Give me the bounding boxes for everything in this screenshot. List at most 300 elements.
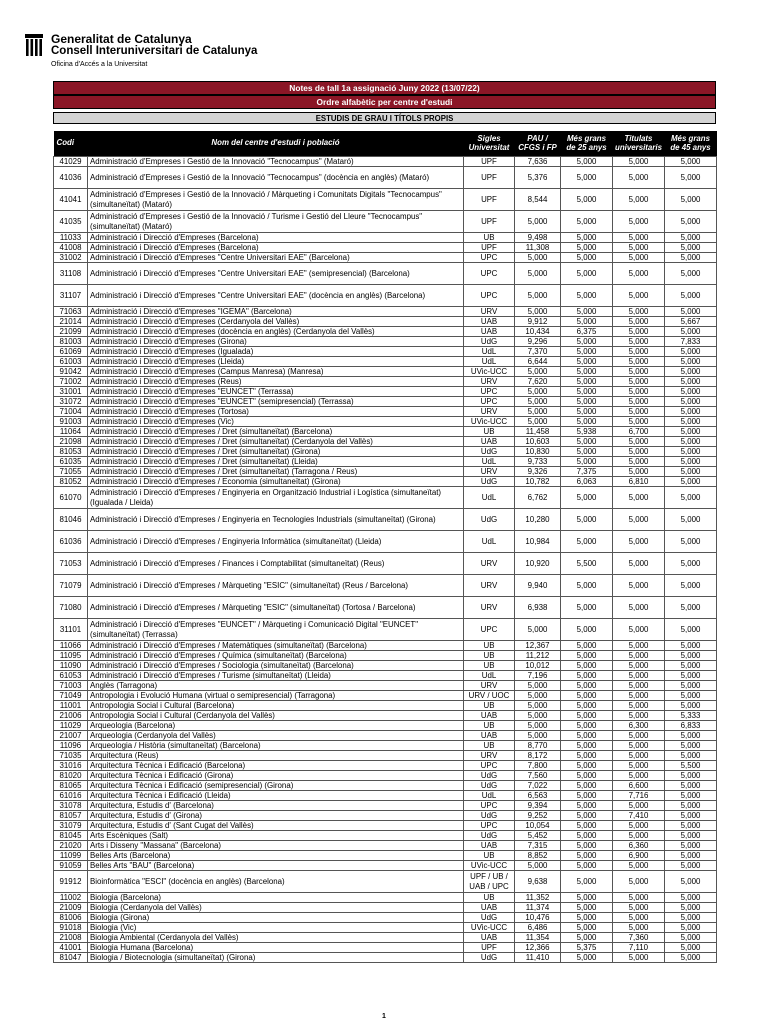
cell-code: 11096 (54, 741, 88, 751)
cell-university: UPF / UB / UAB / UPC (464, 871, 515, 893)
cell-name: Arqueologia (Barcelona) (88, 721, 464, 731)
cell-over-45: 5,000 (665, 781, 717, 791)
cell-code: 41029 (54, 157, 88, 167)
cell-name: Biologia Humana (Barcelona) (88, 943, 464, 953)
cell-over-25: 5,000 (561, 791, 613, 801)
cell-pau: 7,370 (515, 347, 561, 357)
cell-over-45: 5,000 (665, 575, 717, 597)
cell-university: UdG (464, 831, 515, 841)
cell-pau: 10,434 (515, 327, 561, 337)
table-row (54, 377, 717, 387)
section-title: ESTUDIS DE GRAU I TÍTOLS PROPIS (53, 112, 716, 124)
cell-name: Administració i Direcció d'Empreses "EUNCET" (semipresencial) (Terrassa) (88, 397, 464, 407)
cell-name: Arquitectura Tècnica i Edificació (Lleida) (88, 791, 464, 801)
cell-pau: 5,000 (515, 619, 561, 641)
table-row (54, 861, 717, 871)
table-row (54, 661, 717, 671)
cell-name: Administració i Direcció d'Empreses / Enginyeria en Tecnologies Industrials (simultaneïtat) (Girona) (88, 509, 464, 531)
cell-name: Administració i Direcció d'Empreses (Campus Manresa) (Manresa) (88, 367, 464, 377)
cell-graduates: 6,360 (613, 841, 665, 851)
cell-pau: 5,000 (515, 307, 561, 317)
cell-university: UVic-UCC (464, 367, 515, 377)
cell-graduates: 5,000 (613, 953, 665, 963)
cell-over-25: 5,000 (561, 189, 613, 211)
cell-pau: 5,000 (515, 285, 561, 307)
cell-over-45: 5,000 (665, 933, 717, 943)
cell-over-45: 5,000 (665, 741, 717, 751)
cell-name: Arquitectura Tècnica i Edificació (semipresencial) (Girona) (88, 781, 464, 791)
cell-over-25: 5,000 (561, 397, 613, 407)
cell-university: UAB (464, 437, 515, 447)
cell-name: Arts i Disseny "Massana" (Barcelona) (88, 841, 464, 851)
cell-over-25: 5,000 (561, 377, 613, 387)
cell-graduates: 5,000 (613, 681, 665, 691)
cell-pau: 10,782 (515, 477, 561, 487)
cell-over-25: 5,000 (561, 923, 613, 933)
cell-graduates: 5,000 (613, 337, 665, 347)
org-name-line3: Oficina d'Accés a la Universitat (51, 60, 148, 68)
cell-over-25: 5,000 (561, 781, 613, 791)
table-row (54, 691, 717, 701)
cell-code: 41035 (54, 211, 88, 233)
cell-code: 81052 (54, 477, 88, 487)
cell-pau: 8,770 (515, 741, 561, 751)
cell-pau: 5,000 (515, 253, 561, 263)
cell-code: 31078 (54, 801, 88, 811)
table-row (54, 933, 717, 943)
cell-pau: 6,762 (515, 487, 561, 509)
cell-over-25: 5,000 (561, 233, 613, 243)
cell-code: 61036 (54, 531, 88, 553)
cell-pau: 7,636 (515, 157, 561, 167)
cell-over-25: 5,000 (561, 771, 613, 781)
cell-university: UdG (464, 771, 515, 781)
cell-over-45: 5,000 (665, 437, 717, 447)
cell-graduates: 5,000 (613, 377, 665, 387)
cell-code: 61069 (54, 347, 88, 357)
cell-code: 31101 (54, 619, 88, 641)
cell-code: 81045 (54, 831, 88, 841)
cell-graduates: 5,000 (613, 157, 665, 167)
cell-university: UB (464, 427, 515, 437)
cell-over-25: 5,000 (561, 821, 613, 831)
cell-over-25: 5,000 (561, 263, 613, 285)
cell-graduates: 5,000 (613, 253, 665, 263)
cell-graduates: 5,000 (613, 243, 665, 253)
cell-graduates: 5,000 (613, 913, 665, 923)
cell-over-25: 5,000 (561, 407, 613, 417)
cell-university: UdL (464, 487, 515, 509)
cell-graduates: 5,000 (613, 821, 665, 831)
cell-pau: 9,252 (515, 811, 561, 821)
cell-over-25: 5,000 (561, 651, 613, 661)
cell-name: Arqueologia / Història (simultaneïtat) (Barcelona) (88, 741, 464, 751)
cell-name: Administració i Direcció d'Empreses (Vic) (88, 417, 464, 427)
cell-code: 61053 (54, 671, 88, 681)
cell-code: 31079 (54, 821, 88, 831)
cell-university: URV (464, 751, 515, 761)
cell-name: Administració i Direcció d'Empreses "Centre Universitari EAE" (semipresencial) (Barcelona) (88, 263, 464, 285)
cell-graduates: 5,000 (613, 893, 665, 903)
cell-over-45: 5,000 (665, 553, 717, 575)
cell-pau: 10,984 (515, 531, 561, 553)
cell-code: 11095 (54, 651, 88, 661)
cell-name: Administració i Direcció d'Empreses / Màrqueting "ESIC" (simultaneïtat) (Reus / Barcelona) (88, 575, 464, 597)
cell-over-25: 5,000 (561, 953, 613, 963)
cell-pau: 5,000 (515, 701, 561, 711)
cell-over-25: 5,500 (561, 553, 613, 575)
cell-over-45: 5,000 (665, 307, 717, 317)
cell-over-25: 6,375 (561, 327, 613, 337)
cell-university: UB (464, 721, 515, 731)
cell-over-25: 5,000 (561, 457, 613, 467)
cell-university: UdG (464, 477, 515, 487)
cell-pau: 9,912 (515, 317, 561, 327)
cell-graduates: 5,000 (613, 619, 665, 641)
cell-name: Administració i Direcció d'Empreses / Economia (simultaneïtat) (Girona) (88, 477, 464, 487)
table-row (54, 681, 717, 691)
cell-graduates: 6,900 (613, 851, 665, 861)
cell-over-45: 5,000 (665, 263, 717, 285)
cell-over-45: 5,000 (665, 477, 717, 487)
cell-university: UAB (464, 327, 515, 337)
cell-code: 71079 (54, 575, 88, 597)
cell-university: URV (464, 681, 515, 691)
cell-pau: 10,476 (515, 913, 561, 923)
cell-name: Administració i Direcció d'Empreses / Turisme (simultaneïtat) (Lleida) (88, 671, 464, 681)
cell-pau: 11,354 (515, 933, 561, 943)
cell-over-45: 5,000 (665, 681, 717, 691)
cell-over-25: 7,375 (561, 467, 613, 477)
cell-code: 61003 (54, 357, 88, 367)
cell-over-25: 5,000 (561, 841, 613, 851)
cell-university: UdG (464, 509, 515, 531)
cell-code: 81057 (54, 811, 88, 821)
table-row (54, 781, 717, 791)
table-row (54, 487, 717, 509)
cell-name: Administració i Direcció d'Empreses "IGEMA" (Barcelona) (88, 307, 464, 317)
table-row (54, 841, 717, 851)
org-name-line2: Consell Interuniversitari de Catalunya (51, 45, 258, 57)
cell-over-25: 5,000 (561, 831, 613, 841)
cell-over-25: 5,000 (561, 243, 613, 253)
cell-university: UB (464, 701, 515, 711)
cell-code: 71080 (54, 597, 88, 619)
cell-pau: 8,852 (515, 851, 561, 861)
cell-over-45: 5,000 (665, 397, 717, 407)
cell-university: UVic-UCC (464, 923, 515, 933)
cell-name: Administració i Direcció d'Empreses (docència en anglès) (Cerdanyola del Vallès) (88, 327, 464, 337)
table-header-row (54, 131, 717, 157)
table-row (54, 821, 717, 831)
cell-code: 11099 (54, 851, 88, 861)
cell-code: 11066 (54, 641, 88, 651)
cell-graduates: 5,000 (613, 417, 665, 427)
cell-pau: 11,352 (515, 893, 561, 903)
cell-code: 91018 (54, 923, 88, 933)
cell-university: UPC (464, 387, 515, 397)
cell-pau: 11,410 (515, 953, 561, 963)
table-row (54, 347, 717, 357)
cell-university: UAB (464, 841, 515, 851)
cell-over-45: 5,000 (665, 285, 717, 307)
cell-over-45: 5,000 (665, 871, 717, 893)
cell-university: UB (464, 893, 515, 903)
cell-university: UdL (464, 457, 515, 467)
cell-code: 21098 (54, 437, 88, 447)
cell-university: UAB (464, 711, 515, 721)
table-row (54, 337, 717, 347)
cell-university: UdL (464, 791, 515, 801)
cell-code: 61070 (54, 487, 88, 509)
table-row (54, 397, 717, 407)
cell-graduates: 5,000 (613, 903, 665, 913)
cell-pau: 5,000 (515, 387, 561, 397)
cell-over-25: 5,000 (561, 851, 613, 861)
table-row (54, 575, 717, 597)
cell-over-25: 5,000 (561, 357, 613, 367)
cell-university: UPC (464, 263, 515, 285)
cell-over-45: 5,000 (665, 417, 717, 427)
cell-code: 81047 (54, 953, 88, 963)
cell-code: 81065 (54, 781, 88, 791)
table-row (54, 317, 717, 327)
cell-pau: 5,000 (515, 731, 561, 741)
cell-over-45: 5,000 (665, 377, 717, 387)
cell-university: UVic-UCC (464, 417, 515, 427)
cell-over-45: 5,000 (665, 943, 717, 953)
table-row (54, 233, 717, 243)
cell-university: UdL (464, 531, 515, 553)
cell-over-25: 5,000 (561, 317, 613, 327)
cell-over-45: 5,500 (665, 761, 717, 771)
cell-over-25: 5,000 (561, 913, 613, 923)
table-row (54, 701, 717, 711)
cell-graduates: 7,410 (613, 811, 665, 821)
cell-name: Belles Arts "BAU" (Barcelona) (88, 861, 464, 871)
organization-header (51, 33, 257, 68)
cell-pau: 6,486 (515, 923, 561, 933)
cell-name: Administració d'Empreses i Gestió de la Innovació "Tecnocampus" (Mataró) (88, 157, 464, 167)
table-row (54, 367, 717, 377)
cell-university: UdG (464, 953, 515, 963)
cell-graduates: 5,000 (613, 317, 665, 327)
table-row (54, 307, 717, 317)
table-row (54, 387, 717, 397)
cell-graduates: 5,000 (613, 437, 665, 447)
cell-over-25: 5,000 (561, 711, 613, 721)
cell-name: Administració i Direcció d'Empreses / Sociologia (simultaneïtat) (Barcelona) (88, 661, 464, 671)
cell-name: Arquitectura, Estudis d' (Girona) (88, 811, 464, 821)
cell-pau: 9,498 (515, 233, 561, 243)
table-row (54, 893, 717, 903)
cell-over-45: 5,000 (665, 671, 717, 681)
cell-university: UPC (464, 821, 515, 831)
cell-name: Administració i Direcció d'Empreses / Dret (simultaneïtat) (Cerdanyola del Vallès) (88, 437, 464, 447)
cell-name: Administració i Direcció d'Empreses (Cerdanyola del Vallès) (88, 317, 464, 327)
cell-code: 71004 (54, 407, 88, 417)
cell-over-45: 5,000 (665, 731, 717, 741)
cell-over-25: 5,000 (561, 641, 613, 651)
cell-name: Antropologia i Evolució Humana (virtual o semipresencial) (Tarragona) (88, 691, 464, 701)
cell-graduates: 5,000 (613, 575, 665, 597)
cell-university: UdG (464, 811, 515, 821)
cell-over-45: 5,000 (665, 691, 717, 701)
cell-over-45: 5,000 (665, 407, 717, 417)
cell-pau: 9,296 (515, 337, 561, 347)
table-row (54, 751, 717, 761)
column-header-university: Sigles Universitat (464, 131, 515, 157)
cell-name: Administració i Direcció d'Empreses "EUNCET" (Terrassa) (88, 387, 464, 397)
table-row (54, 357, 717, 367)
cell-over-45: 5,000 (665, 851, 717, 861)
cell-over-25: 5,000 (561, 347, 613, 357)
cell-code: 81006 (54, 913, 88, 923)
cell-university: UPC (464, 619, 515, 641)
cell-code: 71053 (54, 553, 88, 575)
cell-pau: 11,458 (515, 427, 561, 437)
cell-university: UdG (464, 337, 515, 347)
cell-name: Anglès (Tarragona) (88, 681, 464, 691)
cell-code: 71055 (54, 467, 88, 477)
cell-name: Administració i Direcció d'Empreses / Enginyeria en Organització Industrial i Logística (simultaneïtat) (Igualada / Lleida) (88, 487, 464, 509)
cell-code: 61016 (54, 791, 88, 801)
cell-code: 71049 (54, 691, 88, 701)
cell-pau: 11,308 (515, 243, 561, 253)
cell-university: UPF (464, 943, 515, 953)
cell-pau: 10,012 (515, 661, 561, 671)
cell-code: 91042 (54, 367, 88, 377)
cell-name: Antropologia Social i Cultural (Barcelona) (88, 701, 464, 711)
cell-pau: 8,544 (515, 189, 561, 211)
cell-name: Administració i Direcció d'Empreses / Dret (simultaneïtat) (Girona) (88, 447, 464, 457)
cell-name: Arquitectura (Reus) (88, 751, 464, 761)
cell-university: UPC (464, 285, 515, 307)
cell-code: 31072 (54, 397, 88, 407)
cell-graduates: 5,000 (613, 531, 665, 553)
cell-name: Administració i Direcció d'Empreses "Centre Universitari EAE" (docència en anglès) (Barcelona) (88, 285, 464, 307)
cell-name: Arquitectura, Estudis d' (Sant Cugat del Vallès) (88, 821, 464, 831)
cell-over-45: 5,333 (665, 711, 717, 721)
cell-name: Biologia (Girona) (88, 913, 464, 923)
table-row (54, 157, 717, 167)
cell-over-25: 5,000 (561, 681, 613, 691)
cell-code: 71063 (54, 307, 88, 317)
cell-graduates: 5,000 (613, 771, 665, 781)
cell-code: 91059 (54, 861, 88, 871)
cell-university: URV (464, 377, 515, 387)
table-row (54, 831, 717, 841)
cell-pau: 5,000 (515, 367, 561, 377)
cell-graduates: 6,600 (613, 781, 665, 791)
cell-graduates: 5,000 (613, 761, 665, 771)
document-title: Notes de tall 1a assignació Juny 2022 (13/07/22) (53, 81, 716, 95)
cell-over-25: 5,000 (561, 157, 613, 167)
table-row (54, 447, 717, 457)
cell-over-45: 5,000 (665, 861, 717, 871)
table-row (54, 531, 717, 553)
cell-over-45: 5,000 (665, 651, 717, 661)
cell-over-45: 5,000 (665, 253, 717, 263)
cell-pau: 5,452 (515, 831, 561, 841)
cell-over-45: 5,000 (665, 913, 717, 923)
cell-code: 81053 (54, 447, 88, 457)
cell-graduates: 5,000 (613, 923, 665, 933)
column-header-code: Codi (54, 131, 88, 157)
cell-graduates: 5,000 (613, 711, 665, 721)
cell-over-45: 5,667 (665, 317, 717, 327)
cell-university: URV (464, 597, 515, 619)
cell-graduates: 5,000 (613, 211, 665, 233)
cell-university: UB (464, 851, 515, 861)
cell-over-25: 5,000 (561, 367, 613, 377)
cell-over-45: 6,833 (665, 721, 717, 731)
cell-name: Bioinformàtica "ESCI" (docència en anglès) (Barcelona) (88, 871, 464, 893)
cell-graduates: 7,716 (613, 791, 665, 801)
cell-pau: 7,800 (515, 761, 561, 771)
table-row (54, 771, 717, 781)
cell-over-25: 5,000 (561, 509, 613, 531)
cell-over-45: 5,000 (665, 801, 717, 811)
table-body (54, 157, 717, 963)
cell-code: 71002 (54, 377, 88, 387)
cell-university: UAB (464, 903, 515, 913)
cell-university: UPC (464, 801, 515, 811)
cell-over-45: 5,000 (665, 211, 717, 233)
cell-pau: 5,000 (515, 263, 561, 285)
cell-university: UPF (464, 157, 515, 167)
cell-graduates: 5,000 (613, 167, 665, 189)
cell-graduates: 5,000 (613, 367, 665, 377)
cell-over-25: 6,063 (561, 477, 613, 487)
cell-graduates: 6,700 (613, 427, 665, 437)
cell-over-25: 5,000 (561, 871, 613, 893)
cell-over-45: 5,000 (665, 233, 717, 243)
table-row (54, 189, 717, 211)
cell-name: Arts Escèniques (Salt) (88, 831, 464, 841)
cell-over-45: 5,000 (665, 157, 717, 167)
cell-university: URV / UOC (464, 691, 515, 701)
cell-university: UPF (464, 189, 515, 211)
cell-graduates: 6,810 (613, 477, 665, 487)
cell-name: Biologia (Vic) (88, 923, 464, 933)
cell-pau: 5,000 (515, 681, 561, 691)
cell-code: 21020 (54, 841, 88, 851)
cell-name: Biologia Ambiental (Cerdanyola del Vallès) (88, 933, 464, 943)
cell-pau: 7,022 (515, 781, 561, 791)
table-row (54, 467, 717, 477)
cell-name: Administració i Direcció d'Empreses (Reus) (88, 377, 464, 387)
cell-code: 31002 (54, 253, 88, 263)
cell-graduates: 7,360 (613, 933, 665, 943)
cell-graduates: 5,000 (613, 347, 665, 357)
cell-name: Administració i Direcció d'Empreses / Dret (simultaneïtat) (Barcelona) (88, 427, 464, 437)
cell-code: 21008 (54, 933, 88, 943)
cell-code: 71035 (54, 751, 88, 761)
table-row (54, 417, 717, 427)
cell-over-45: 5,000 (665, 189, 717, 211)
cell-graduates: 5,000 (613, 861, 665, 871)
cell-code: 11029 (54, 721, 88, 731)
cell-over-25: 5,000 (561, 751, 613, 761)
table-row (54, 243, 717, 253)
cell-over-25: 5,000 (561, 211, 613, 233)
cell-over-45: 5,000 (665, 953, 717, 963)
cell-code: 11002 (54, 893, 88, 903)
cell-name: Administració i Direcció d'Empreses (Girona) (88, 337, 464, 347)
cell-graduates: 5,000 (613, 641, 665, 651)
cell-over-45: 5,000 (665, 347, 717, 357)
